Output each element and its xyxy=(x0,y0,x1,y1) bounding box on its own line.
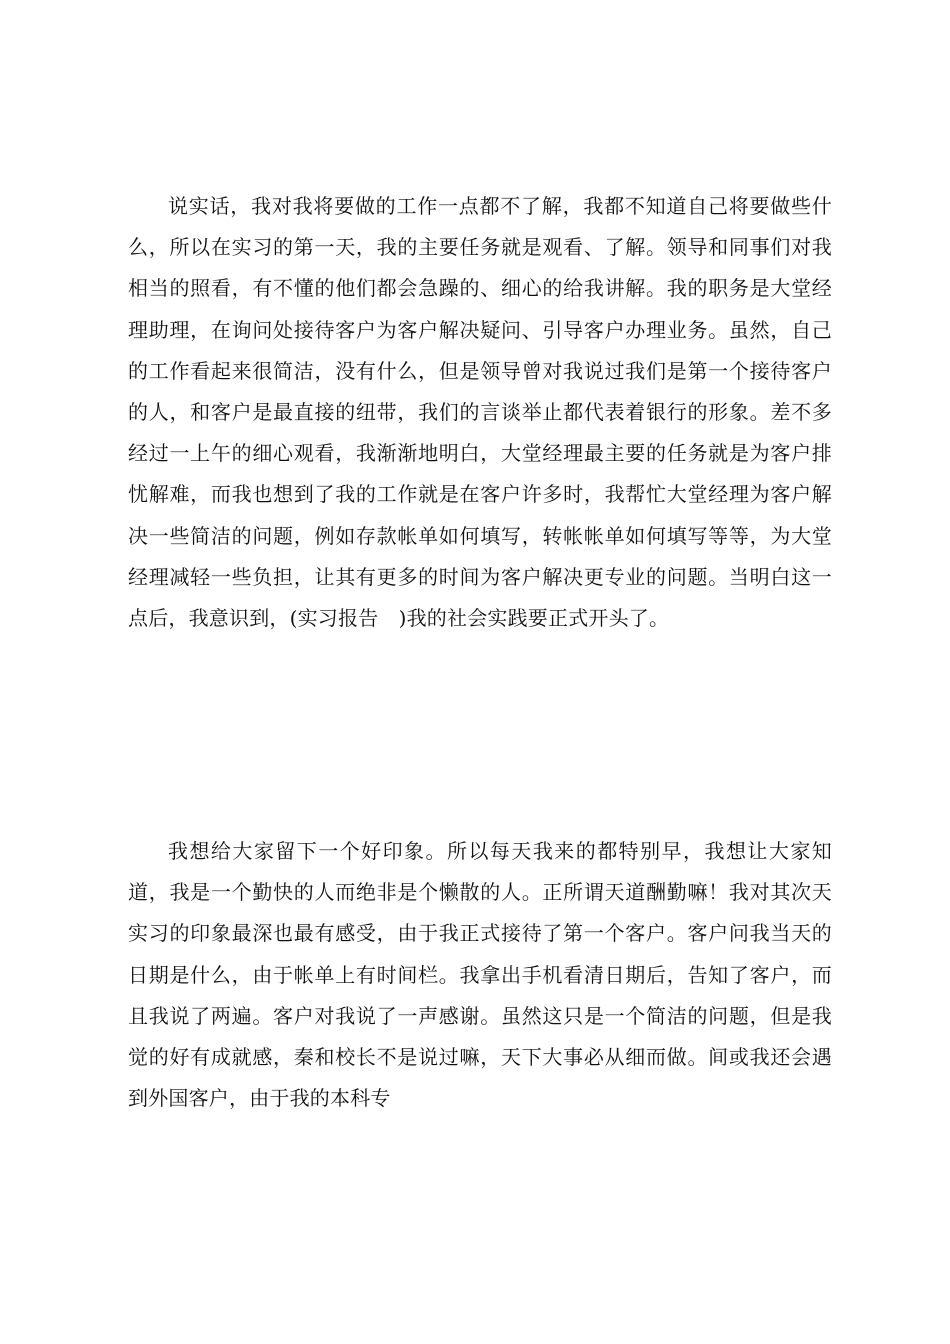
body-paragraph-2: 我想给大家留下一个好印象。所以每天我来的都特别早，我想让大家知道，我是一个勤快的人而绝非是个懒散的人。正所谓天道酬勤嘛！我对其次天实习的印象最深也最有感受，由于我正式接待了第一个客户。客户问我当天的日期是什么，由于帐单上有时间栏。我拿出手机看清日期后，告知了客户，而且我说了两遍。客户对我说了一声感谢。虽然这只是一个简洁的问题，但是我觉的好有成就感，秦和校长不是说过嘛，天下大事必从细而做。间或我还会遇到外国客户，由于我的本科专 xyxy=(128,839,832,1111)
body-paragraph-1: 说实话，我对我将要做的工作一点都不了解，我都不知道自己将要做些什么，所以在实习的第一天，我的主要任务就是观看、了解。领导和同事们对我相当的照看，有不懂的他们都会急躁的、细心的给我讲解。我的职务是大堂经理助理，在询问处接待客户为客户解决疑问、引导客户办理业务。虽然，自己的工作看起来很简洁，没有什么，但是领导曾对我说过我们是第一个接待客户的人，和客户是最直接的纽带，我们的言谈举止都代表着银行的形象。差不多经过一上午的细心观看，我渐渐地明白，大堂经理最主要的任务就是为客户排忧解难，而我也想到了我的工作就是在客户许多时，我帮忙大堂经理为客户解决一些简洁的问题，例如存款帐单如何填写，转帐帐单如何填写等等，为大堂经理减轻一些负担，让其有更多的时间为客户解决更专业的问题。当明白这一点后，我意识到，(实习报告 )我的社会实践要正式开头了。 xyxy=(128,194,832,631)
